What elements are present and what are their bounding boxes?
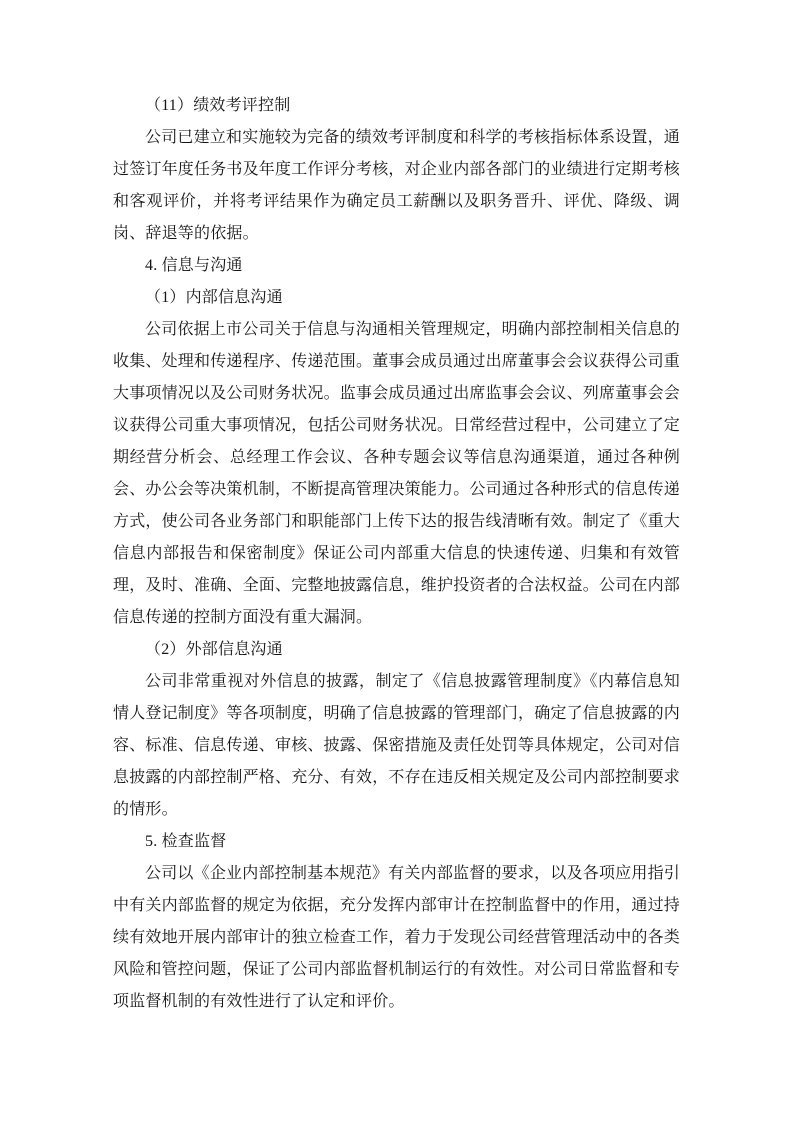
paragraph-internal-information-communication: 公司依据上市公司关于信息与沟通相关管理规定，明确内部控制相关信息的收集、处理和传递程序、传递范围。董事会成员通过出席董事会会议获得公司重大事项情况以及公司财务状况。监事会成员通过出席监事会会议、列席董事会会议获得公司重大事项情况，包括公司财务状况。日常经营过程中，公司建立了定期经营分析会、总经理工作会议、各种专题会议等信息沟通渠道，通过各种例会、办公会等决策机制，不断提高管理决策能力。公司通过各种形式的信息传递方式，使公司各业务部门和职能部门上传下达的报告线清晰有效。制定了《重大信息内部报告和保密制度》保证公司内部重大信息的快速传递、归集和有效管理，及时、准确、全面、完整地披露信息，维护投资者的合法权益。公司在内部信息传递的控制方面没有重大漏洞。 (113, 321, 681, 626)
document-body (113, 90, 680, 1018)
section-heading-inspection-supervision: 5. 检查监督 (145, 833, 227, 850)
paragraph-external-information-communication: 公司非常重视对外信息的披露，制定了《信息披露管理制度》《内幕信息知情人登记制度》等各项制度，明确了信息披露的管理部门，确定了信息披露的内容、标准、信息传递、审核、披露、保密措施及责任处罚等具体规定，公司对信息披露的内部控制严格、充分、有效，不存在违反相关规定及公司内部控制要求的情形。 (113, 673, 681, 818)
paragraph-performance-appraisal: 公司已建立和实施较为完备的绩效考评制度和科学的考核指标体系设置，通过签订年度任务书及年度工作评分考核，对企业内部各部门的业绩进行定期考核和客观评价，并将考评结果作为确定员工薪酬以及职务晋升、评优、降级、调岗、辞退等的依据。 (113, 129, 681, 242)
paragraph-inspection-supervision: 公司以《企业内部控制基本规范》有关内部监督的要求，以及各项应用指引中有关内部监督的规定为依据，充分发挥内部审计在控制监督中的作用，通过持续有效地开展内部审计的独立检查工作，着力于发现公司经营管理活动中的各类风险和管控问题，保证了公司内部监督机制运行的有效性。对公司日常监督和专项监督机制的有效性进行了认定和评价。 (113, 865, 681, 1010)
section-heading-internal-information-communication: （1）内部信息沟通 (145, 289, 283, 306)
section-heading-information-and-communication: 4. 信息与沟通 (145, 257, 243, 274)
section-heading-performance-appraisal-control: （11）绩效考评控制 (145, 97, 291, 114)
section-heading-external-information-communication: （2）外部信息沟通 (145, 641, 283, 658)
